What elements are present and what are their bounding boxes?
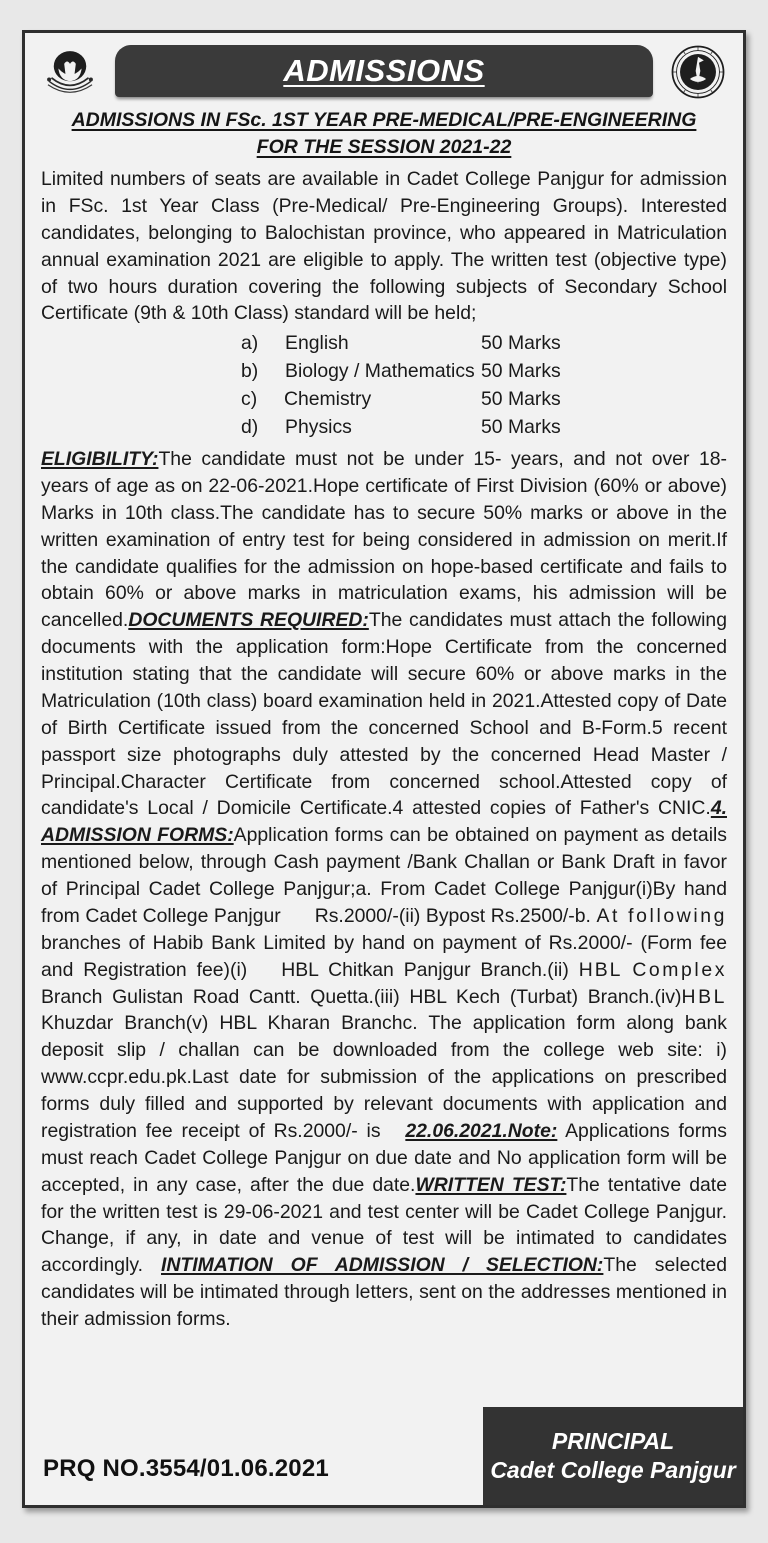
signatory-block xyxy=(483,1407,743,1505)
headline xyxy=(41,107,727,160)
intimation-heading: INTIMATION OF ADMISSION / SELECTION: xyxy=(161,1254,604,1277)
signatory-organisation: Cadet College Panjgur xyxy=(490,1457,736,1483)
main-text-block xyxy=(41,446,727,1333)
advertisement-frame xyxy=(22,30,746,1508)
body-copy xyxy=(41,166,727,1333)
table-row xyxy=(41,386,727,414)
subject-marks: 50 Marks xyxy=(481,332,561,355)
signatory-title: PRINCIPAL xyxy=(551,1428,675,1455)
prq-number: PRQ NO.3554/01.06.2021 xyxy=(43,1455,329,1482)
admission-forms-heading: ADMISSION FORMS: xyxy=(41,824,234,847)
cadet-college-panjgur-crest-icon xyxy=(669,43,727,101)
subject-label: c) xyxy=(241,388,258,411)
government-of-balochistan-emblem-icon xyxy=(41,43,99,101)
subject-name: Biology / Mathematics xyxy=(285,360,475,383)
branch-khuzdar-hbl: HBL xyxy=(681,985,727,1008)
download-instructions: The application form along bank deposit slip / challan can be downloaded from the college web site: i) www.ccpr.edu.pk.Last date for submission of the applications on prescribed forms duly filled and supported by relevant documents with application and registration fee receipt of Rs.2000/- is xyxy=(41,1012,727,1142)
subject-label: b) xyxy=(241,360,259,383)
forms-item-number: 4. xyxy=(710,797,727,820)
table-row xyxy=(41,414,727,442)
subject-marks: 50 Marks xyxy=(481,388,561,411)
admissions-banner xyxy=(115,45,653,97)
form-fee-by-post: (ii) Bypost Rs.2500/-b. xyxy=(398,904,591,927)
last-date-value: 22.06.2021.Note: xyxy=(405,1119,558,1142)
branch-quetta-kech: Branch Gulistan Road Cantt. Quetta.(iii) HBL Kech (Turbat) Branch.(iv) xyxy=(41,985,682,1008)
written-test-text: The tentative date for the written test is 29-06-2021 and test center will be Cadet College Panjgur. Change, if any, in date and venue of test will be intimated to candidates accordingly. xyxy=(41,1173,727,1277)
subject-label: a) xyxy=(241,332,259,355)
intimation-text: The selected candidates will be intimated through letters, sent on the addresses mentioned in their admission forms. xyxy=(41,1254,727,1331)
headline-line-2: FOR THE SESSION 2021-22 xyxy=(256,135,512,158)
note-text: Applications forms must reach Cadet College Panjgur on due date and No application form will be accepted, in any case, after the due date. xyxy=(41,1119,727,1196)
bank-branches-intro: branches of Habib Bank Limited by hand on payment of Rs.2000/- (Form fee and Registration fee)(i) xyxy=(41,931,727,981)
subject-name: Chemistry xyxy=(283,388,372,411)
eligibility-heading: ELIGIBILITY: xyxy=(41,448,159,471)
at-following-text: At following xyxy=(596,904,728,927)
banner-title: ADMISSIONS xyxy=(283,53,485,88)
header xyxy=(35,39,733,105)
footer xyxy=(25,1401,743,1505)
table-row xyxy=(41,330,727,358)
documents-required-heading: DOCUMENTS REQUIRED: xyxy=(128,609,369,632)
table-row xyxy=(41,358,727,386)
branch-complex-hbl: HBL xyxy=(578,958,623,981)
headline-line-1: ADMISSIONS IN FSc. 1ST YEAR PRE-MEDICAL/PRE-ENGINEERING xyxy=(71,109,697,131)
form-fee-by-hand: Rs.2000/- xyxy=(314,904,399,927)
subject-marks: 50 Marks xyxy=(481,416,561,439)
branch-chitkan: HBL Chitkan Panjgur Branch.(ii) xyxy=(281,958,569,981)
admission-forms-text: Application forms can be obtained on payment as details mentioned below, through Cash payment /Bank Challan or Bank Draft in favor of Principal Cadet College Panjgur;a. From Cadet College Panjgur(i)By hand from Cadet College Panjgur xyxy=(41,824,728,927)
subject-name: Physics xyxy=(285,416,352,439)
subject-marks: 50 Marks xyxy=(481,360,561,383)
branch-complex-name: Complex xyxy=(632,958,728,981)
eligibility-text: The candidate must not be under 15- years, and not over 18-years of age as on 22-06-2021.Hope certificate of First Division (60% or above) Marks in 10th class.The candidate has to secure 50% marks or above in the written examination of entry test for being considered in admission on merit.If the candidate qualifies for the admission on hope-based certificate and fails to obtain 60% or above marks in matriculation exams, his admission will be cancelled. xyxy=(41,448,727,632)
subjects-table xyxy=(41,330,727,442)
written-test-heading: WRITTEN TEST: xyxy=(415,1173,567,1196)
subject-name: English xyxy=(285,332,349,355)
branch-khuzdar-kharan: Khuzdar Branch(v) HBL Kharan Branchc. xyxy=(41,1012,418,1035)
intro-paragraph: Limited numbers of seats are available in Cadet College Panjgur for admission in FSc. 1st Year Class (Pre-Medical/ Pre-Engineering Groups). Interested candidates, belonging to Balochistan province, who appeared in Matriculation annual examination 2021 are eligible to apply. The written test (objective type) of two hours duration covering the following subjects of Secondary School Certificate (9th & 10th Class) standard will be held; xyxy=(41,168,727,325)
subject-label: d) xyxy=(241,416,259,439)
documents-required-text: The candidates must attach the following documents with the application form:Hope Certificate from the concerned institution stating that the candidate will secure 60% or above marks in the Matriculation (10th class) board examination held in 2021.Attested copy of Date of Birth Certificate issued from the concerned School and B-Form.5 recent passport size photographs duly attested by the concerned Head Master / Principal.Character Certificate from concerned school.Attested copy of candidate's Local / Domicile Certificate.4 attested copies of Father's CNIC. xyxy=(41,609,728,820)
